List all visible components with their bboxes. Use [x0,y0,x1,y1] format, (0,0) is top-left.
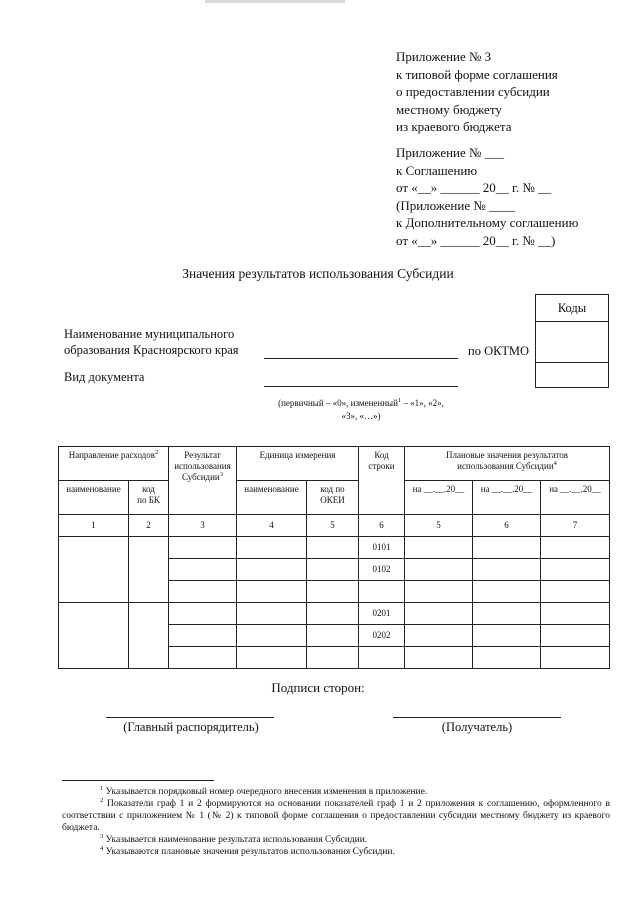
doc-type-label: Вид документа [64,370,145,384]
cell-plan[interactable] [405,559,473,581]
appendix-blank-line: к Дополнительному соглашению [396,215,579,230]
footnotes [62,786,610,858]
table-row [59,537,610,559]
municipal-label-line: Наименование муниципального [64,327,235,341]
column-number: 6 [473,515,541,537]
cell-plan[interactable] [405,603,473,625]
appendix-blank-line: (Приложение № ____ [396,197,516,213]
cell-plan[interactable] [541,603,610,625]
oktmo-code-cell[interactable] [536,322,608,363]
cell-row-code: 0101 [359,537,405,559]
cell-row-code: 0202 [359,625,405,647]
cell-row-code[interactable] [359,581,405,603]
appendix-3-line: к типовой форме соглашения [396,66,558,82]
header-code: Код строки [359,447,405,515]
cell-plan[interactable] [541,647,610,669]
cell-result[interactable] [169,581,237,603]
cell-plan[interactable] [541,581,610,603]
header-date-1: на __.__.20__ [405,481,473,515]
column-number-row [59,515,610,537]
column-number: 1 [59,515,129,537]
cell-plan[interactable] [473,559,541,581]
cell-bk-code[interactable] [129,603,169,669]
cell-plan[interactable] [473,647,541,669]
header-date-2: на __.__.20__ [473,481,541,515]
header-unit-name: наименование [237,481,307,515]
municipal-name-field[interactable] [264,358,458,359]
cell-bk-code[interactable] [129,537,169,603]
cell-row-code: 0102 [359,559,405,581]
document-title: Значения результатов использования Субсидии [182,266,454,281]
table-header-row [59,447,610,481]
cell-plan[interactable] [405,581,473,603]
footnote-ref: 1 [397,397,402,404]
doc-type-hint-text: «3», «…») [341,411,381,421]
appendix-3-line: о предоставлении субсидии [396,84,550,99]
doc-type-code-cell[interactable] [536,363,608,389]
cell-okei[interactable] [307,581,359,603]
results-table [58,446,610,669]
signer-right-label: (Получатель) [441,720,513,734]
appendix-blank-header [396,144,578,249]
codes-header: Коды [536,295,608,322]
header-direction: Направление расходов$^2$ [59,447,169,481]
header-unit: Единица измерения [237,447,359,481]
column-number: 3 [169,515,237,537]
cell-plan[interactable] [473,625,541,647]
cell-okei[interactable] [307,537,359,559]
signature-right-field[interactable] [393,717,561,718]
header-okei: код по ОКЕИ [307,481,359,515]
column-number: 5 [307,515,359,537]
signer-left-label: (Главный распорядитель) [123,720,259,734]
cell-plan[interactable] [473,603,541,625]
cell-result[interactable] [169,537,237,559]
cell-plan[interactable] [473,581,541,603]
header-plan: Плановые значения результатов использования Субсидии$^4$ [405,447,610,481]
footnote-separator [62,780,214,781]
cell-unit-name[interactable] [237,581,307,603]
header-name: наименование [59,481,129,515]
oktmo-label: по ОКТМО [468,344,530,358]
table-subheader-row [59,481,610,515]
appendix-3-line: Приложение № 3 [396,49,492,64]
cell-plan[interactable] [541,537,610,559]
cell-plan[interactable] [405,625,473,647]
municipal-label [64,326,239,358]
appendix-3-line: местному бюджету [396,101,502,117]
municipal-label-line: образования Красноярского края [64,343,239,357]
column-number: 6 [359,515,405,537]
column-number: 2 [129,515,169,537]
cell-row-code[interactable] [359,647,405,669]
cell-okei[interactable] [307,625,359,647]
footnote-2: $^2$ Показатели граф 1 и 2 формируются на основании показателей граф 1 и 2 приложения к соглашению, оформленного в соответствии с приложением № 1 (№ 2) к типовой форме соглашения о предоставлении субсидии местному бюджету из краевого бюджета. [62,796,610,833]
cell-plan[interactable] [405,647,473,669]
doc-type-hint [252,397,470,423]
header-bk: код по БК [129,481,169,515]
cell-plan[interactable] [473,537,541,559]
cell-okei[interactable] [307,559,359,581]
header-date-3: на __.__.20__ [541,481,610,515]
table-row [59,603,610,625]
scan-artifact [205,0,345,3]
cell-row-code: 0201 [359,603,405,625]
appendix-3-line: из краевого бюджета [396,119,512,134]
cell-plan[interactable] [541,559,610,581]
cell-result[interactable] [169,625,237,647]
cell-unit-name[interactable] [237,603,307,625]
cell-result[interactable] [169,559,237,581]
column-number: 5 [405,515,473,537]
signature-left-field[interactable] [106,717,274,718]
appendix-blank-line: Приложение № ___ [396,145,505,160]
footnote-1: $^1$ Указывается порядковый номер очередного внесения изменения в приложение. [100,784,428,797]
cell-unit-name[interactable] [237,537,307,559]
cell-unit-name[interactable] [237,647,307,669]
footnote-4: $^4$ Указываются плановые значения результатов использования Субсидии. [100,844,395,857]
cell-plan[interactable] [405,537,473,559]
header-result: Результат использования Субсидии$^3$ [169,447,237,515]
footnote-3: $^3$ Указывается наименование результата использования Субсидии. [100,832,368,845]
cell-okei[interactable] [307,603,359,625]
doc-type-field[interactable] [264,386,458,387]
appendix-3-header [396,48,558,136]
cell-direction-name[interactable] [59,603,129,669]
codes-box [535,294,609,388]
cell-plan[interactable] [541,625,610,647]
appendix-blank-line: от «__» ______ 20__ г. № __ [396,180,552,195]
cell-okei[interactable] [307,647,359,669]
cell-result[interactable] [169,603,237,625]
column-number: 4 [237,515,307,537]
appendix-blank-line: к Соглашению [396,162,478,178]
doc-type-hint-text: – «1», «2», [401,398,444,408]
cell-result[interactable] [169,647,237,669]
cell-unit-name[interactable] [237,559,307,581]
appendix-blank-line: от «__» ______ 20__ г. № __) [396,232,556,248]
cell-direction-name[interactable] [59,537,129,603]
signatures-title: Подписи сторон: [271,680,365,695]
column-number: 7 [541,515,610,537]
cell-unit-name[interactable] [237,625,307,647]
doc-type-hint-text: (первичный – «0», измененный [278,398,398,408]
